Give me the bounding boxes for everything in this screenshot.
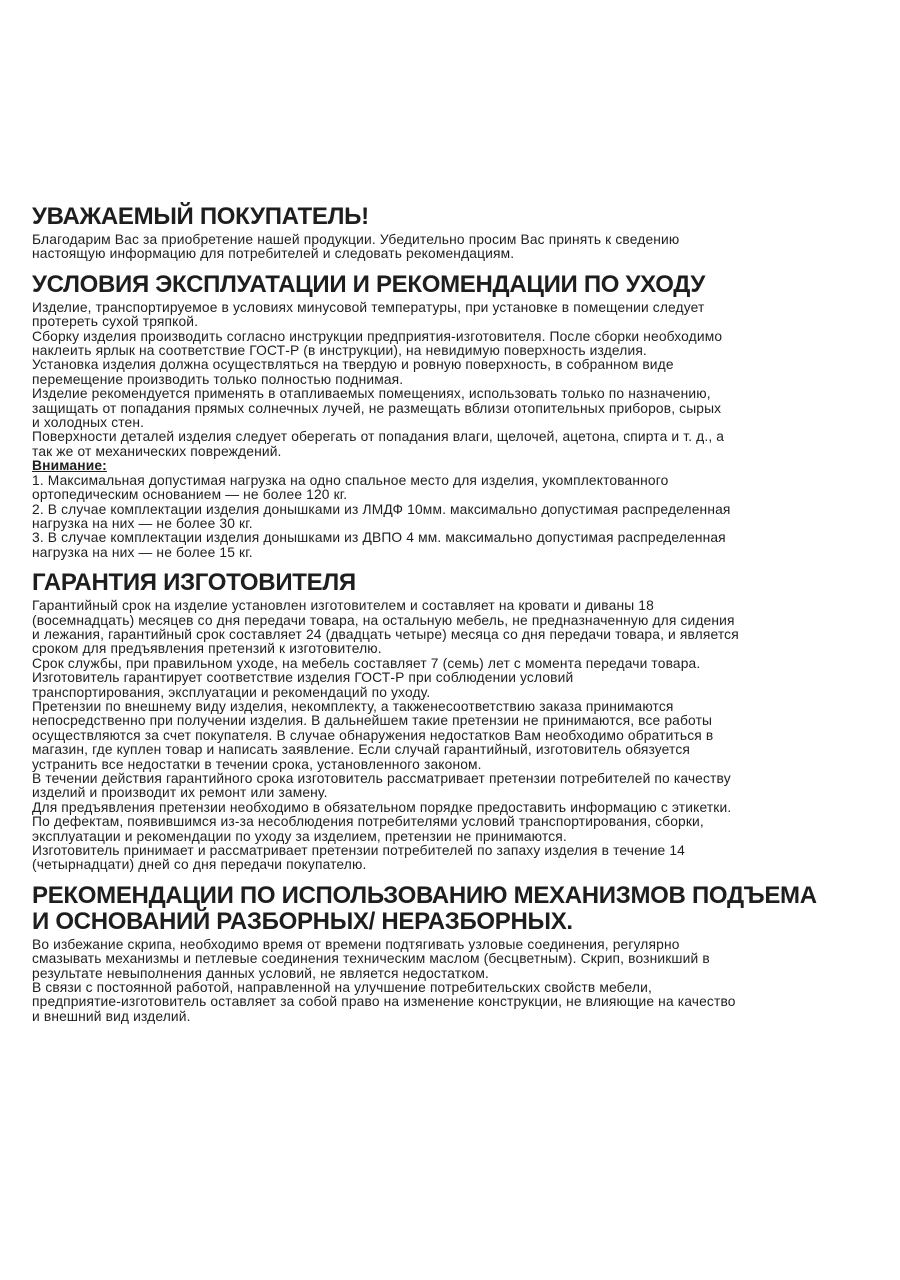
paragraph: Сборку изделия производить согласно инструкции предприятия-изготовителя. После сборки необходимо наклеить ярлык на соответствие ГОСТ-Р (в инструкции), на невидимую поверхность изделия. <box>32 328 723 359</box>
section-care-terms <box>32 272 870 560</box>
paragraph: Гарантийный срок на изделие установлен изготовителем и составляет на кровати и диваны 18 (восемнадцать) месяцев со дня передачи товара, на остальную мебель, не предназначенную для сидения и лежания, гарантийный срок составляет 24 (двадцать четыре) месяца со дня передачи товара, и является сроком для предъявления претензий к изготовителю. <box>32 598 739 657</box>
section-heading-mechanism-recommendations: РЕКОМЕНДАЦИИ ПО ИСПОЛЬЗОВАНИЮ МЕХАНИЗМОВ ПОДЪЕМА И ОСНОВАНИЙ РАЗБОРНЫХ/ НЕРАЗБОРНЫХ. <box>32 881 817 935</box>
section-heading-warranty: ГАРАНТИЯ ИЗГОТОВИТЕЛЯ <box>32 569 356 597</box>
paragraph: Установка изделия должна осуществляться на твердую и ровную поверхность, в собранном виде перемещение производить только полностью поднимая. <box>32 357 674 387</box>
paragraph: Срок службы, при правильном уходе, на мебель составляет 7 (семь) лет с момента передачи товара. <box>32 655 701 671</box>
section-warranty <box>32 570 870 873</box>
paragraph: Изделие, транспортируемое в условиях минусовой температуры, при установке в помещении следует протереть сухой тряпкой. <box>32 299 705 330</box>
warning-item: 2. В случае комплектации изделия донышками из ЛМДФ 10мм. максимально допустимая распределенная нагрузка на них — не более 30 кг. <box>32 501 731 531</box>
section-greeting <box>32 204 870 262</box>
paragraph: Изготовитель гарантирует соответствие изделия ГОСТ-Р при соблюдении условий транспортирования, эксплуатации и рекомендаций по уходу. <box>32 670 574 700</box>
paragraph: Благодарим Вас за приобретение нашей продукции. Убедительно просим Вас принять к сведению настоящую информацию для потребителей и следовать рекомендациям. <box>32 232 680 262</box>
paragraph: Претензии по внешнему виду изделия, некомплекту, а такженесоответствию заказа принимаются непосредственно при получении изделия. В дальнейшем такие претензии не принимаются, все работы осуществляются за счет покупателя. В случае обнаружения недостатков Вам необходимо обратиться в магазин, где куплен товар и написать заявление. Если случай гарантийный, изготовитель обязуется устранить все недостатки в течении срока, установленного законом. <box>32 698 714 772</box>
paragraph: Изделие рекомендуется применять в отапливаемых помещениях, использовать только по назначению, защищать от попадания прямых солнечных лучей, не размещать вблизи отопительных приборов, сырых и холодных стен. <box>32 386 722 431</box>
paragraph: В связи с постоянной работой, направленной на улучшение потребительских свойств мебели, предприятие-изготовитель оставляет за собой право на изменение конструкции, не влияющие на качество и внешний вид изделий. <box>32 980 736 1024</box>
paragraph: Для предъявления претензии необходимо в обязательном порядке предоставить информацию с этикетки. По дефектам, появившимся из-за несоблюдения потребителями условий транспортирования, сборки, эксплуатации и рекомендации по уходу за изделием, претензии не принимаются. <box>32 799 732 844</box>
warning-item: 3. В случае комплектации изделия донышками из ДВПО 4 мм. максимально допустимая распределенная нагрузка на них — не более 15 кг. <box>32 530 726 560</box>
paragraph: Изготовитель принимает и рассматривает претензии потребителей по запаху изделия в течение 14 (четырнадцати) дней со дня передачи покупателю. <box>32 843 686 873</box>
section-heading-greeting: УВАЖАЕМЫЙ ПОКУПАТЕЛЬ! <box>32 203 369 230</box>
section-mechanism-recommendations <box>32 883 870 1024</box>
warning-label: Внимание: <box>32 458 107 474</box>
paragraph: Во избежание скрипа, необходимо время от времени подтягивать узловые соединения, регулярно смазывать механизмы и петлевые соединения техническим маслом (бесцветным). Скрип, возникший в результате невыполнения данных условий, не является недостатком. <box>32 936 710 981</box>
warning-item: 1. Максимальная допустимая нагрузка на одно спальное место для изделия, укомплектованного ортопедическим основанием — не более 120 кг. <box>32 472 669 503</box>
paragraph: Поверхности деталей изделия следует оберегать от попадания влаги, щелочей, ацетона, спирта и т. д., а так же от механических повреждений. <box>32 429 725 459</box>
section-heading-care-terms: УСЛОВИЯ ЭКСПЛУАТАЦИИ И РЕКОМЕНДАЦИИ ПО УХОДУ <box>32 270 706 298</box>
paragraph: В течении действия гарантийного срока изготовитель рассматривает претензии потребителей по качеству изделий и производит их ремонт или замену. <box>32 771 731 801</box>
